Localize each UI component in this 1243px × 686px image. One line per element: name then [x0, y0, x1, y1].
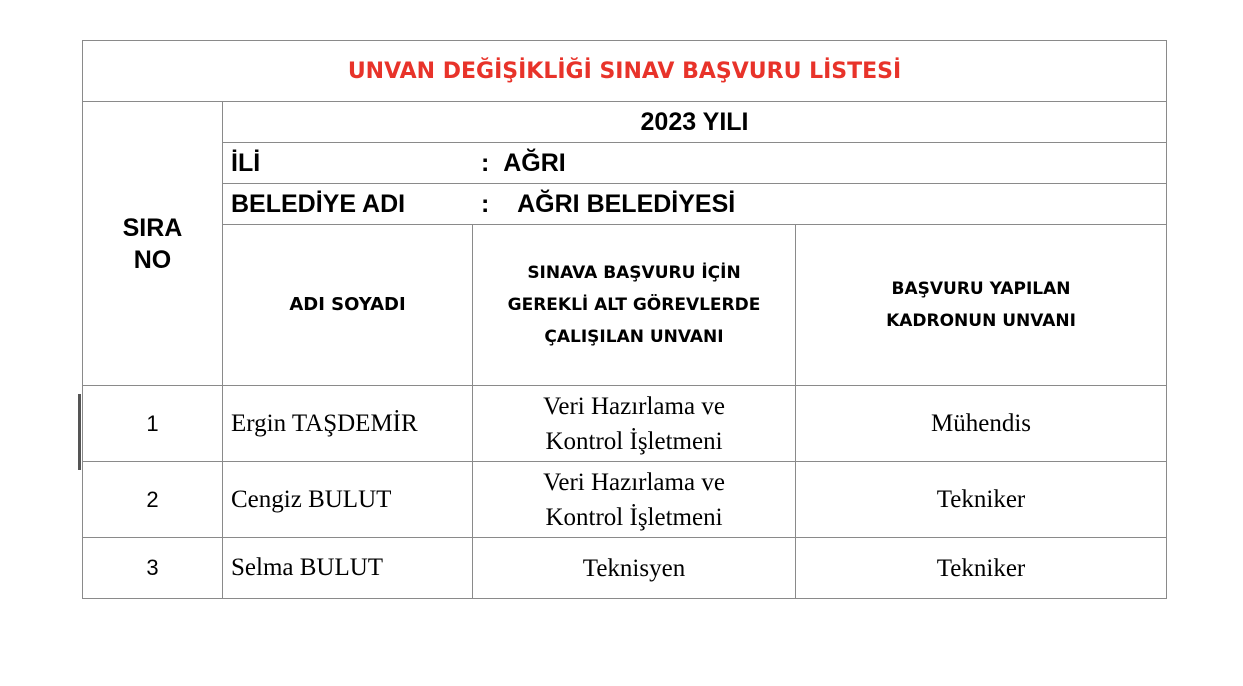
current-title-cell	[473, 386, 796, 462]
sira-label: SIRA	[122, 213, 183, 242]
table-row	[83, 538, 1167, 599]
province-row	[83, 143, 1167, 184]
province-label: İLİ	[231, 148, 261, 177]
municipality-row	[83, 184, 1167, 225]
current-title-header-line1: SINAVA BAŞVURU İÇİN	[527, 263, 741, 283]
municipality-separator: :	[481, 189, 490, 218]
document-title: UNVAN DEĞİŞİKLİĞİ SINAV BAŞVURU LİSTESİ	[83, 41, 1167, 102]
year-label: 2023 YILI	[223, 102, 1167, 143]
applied-title-header-line1: BAŞVURU YAPILAN	[891, 279, 1071, 299]
municipality-value: AĞRI BELEDİYESİ	[517, 189, 736, 218]
province-info	[223, 143, 1167, 184]
margin-mark	[78, 394, 81, 470]
current-title-column-header	[473, 225, 796, 386]
title-row	[83, 41, 1167, 102]
column-header-row	[83, 225, 1167, 386]
current-title-line1: Veri Hazırlama ve	[543, 468, 725, 496]
current-title-header-line3: ÇALIŞILAN UNVANI	[544, 327, 724, 347]
province-separator: :	[481, 148, 490, 177]
applied-title-column-header	[796, 225, 1167, 386]
applicant-name: Ergin TAŞDEMİR	[223, 386, 473, 462]
table-row	[83, 386, 1167, 462]
table-row	[83, 462, 1167, 538]
province-value: AĞRI	[503, 148, 566, 177]
applied-title-cell: Tekniker	[796, 462, 1167, 538]
application-list-table	[82, 40, 1167, 599]
row-number: 1	[83, 386, 223, 462]
municipality-label: BELEDİYE ADI	[231, 189, 406, 218]
current-title-line1: Veri Hazırlama ve	[543, 392, 725, 420]
current-title-line2: Kontrol İşletmeni	[545, 503, 723, 531]
current-title-cell: Teknisyen	[473, 538, 796, 599]
row-number: 3	[83, 538, 223, 599]
name-column-header: ADI SOYADI	[223, 225, 473, 386]
applicant-name: Cengiz BULUT	[223, 462, 473, 538]
sira-no-header	[83, 102, 223, 386]
applicant-name: Selma BULUT	[223, 538, 473, 599]
year-row	[83, 102, 1167, 143]
no-label: NO	[133, 245, 172, 274]
applied-title-cell: Mühendis	[796, 386, 1167, 462]
applied-title-header-line2: KADRONUN UNVANI	[886, 311, 1076, 331]
current-title-cell	[473, 462, 796, 538]
applied-title-cell: Tekniker	[796, 538, 1167, 599]
row-number: 2	[83, 462, 223, 538]
current-title-line2: Kontrol İşletmeni	[545, 427, 723, 455]
municipality-info	[223, 184, 1167, 225]
current-title-header-line2: GEREKLİ ALT GÖREVLERDE	[507, 295, 761, 315]
